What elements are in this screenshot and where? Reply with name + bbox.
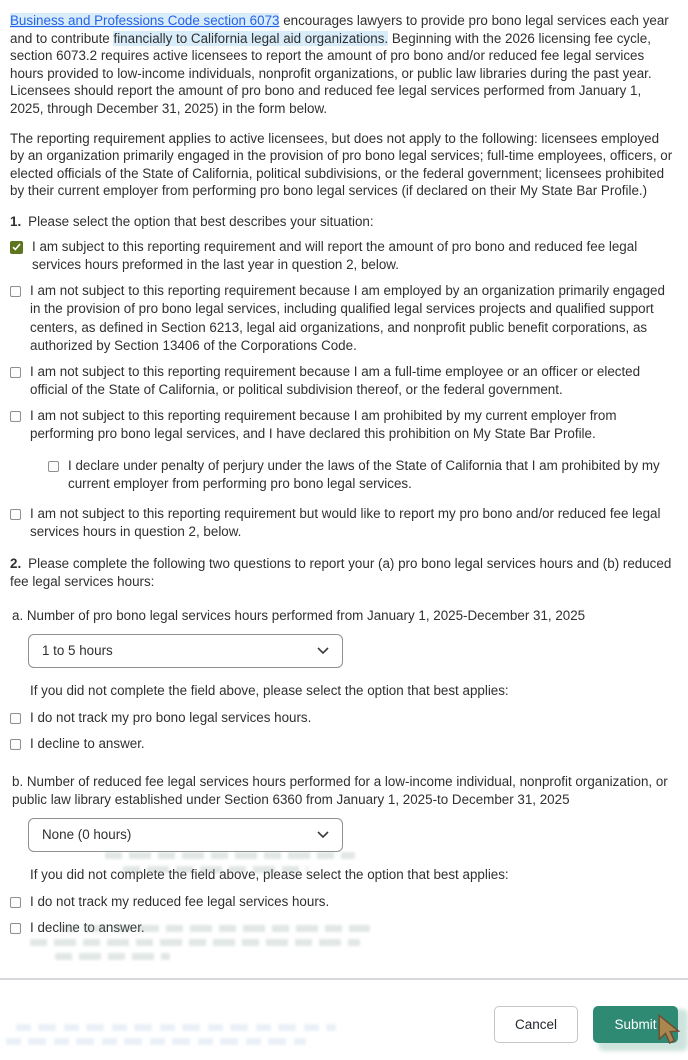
q1-option-2-checkbox[interactable] (10, 286, 21, 297)
reduced-fee-hours-select[interactable] (28, 818, 343, 852)
intro-text-rest: Beginning with the 2026 licensing fee cycle, section 6073.2 requires active licensees to report the amount of pro bono and/or reduced fee legal services hours provided to low-income individuals, nonprofit organizations, or public law libraries during the past year. Licensees should report the amount of pro bono and reduced fee legal services performed from January 1, 2025, through December 31, 2025) in the form below. (10, 30, 652, 116)
question-1-label (10, 213, 676, 231)
question-1-text: Please select the option that best describes your situation: (28, 213, 374, 229)
q1-declaration-checkbox[interactable] (48, 461, 59, 472)
q1-option-1-checkbox[interactable] (10, 241, 23, 254)
q1-option-row (10, 407, 676, 444)
q1-option-3-label: I am not subject to this reporting requirement because I am a full-time employee or an officer or elected official of the State of California, or political subdivision thereof, or the federal government. (30, 363, 641, 398)
cursor-arrow-icon (657, 1014, 682, 1045)
code-section-6073-link[interactable]: Business and Professions Code section 6073 (10, 13, 280, 28)
q1-option-1-label: I am subject to this reporting requirement and will report the amount of pro bono and reduced fee legal services hours preformed in the last year in question 2, below. (32, 238, 638, 273)
question-2-number: 2. (10, 555, 22, 571)
question-2-label (10, 555, 676, 591)
intro-paragraph-1 (10, 12, 676, 118)
q1-option-3-checkbox[interactable] (10, 367, 21, 378)
part-b-fallback-label: If you did not complete the field above, please select the option that best applies: (30, 866, 509, 882)
part-b-label: b. Number of reduced fee legal services hours performed for a low-income individual, nonprofit organization, or public law library established under Section 6360 from January 1, 2025-to December 31, 2025 (12, 773, 668, 807)
q1-option-row (10, 363, 676, 400)
chevron-down-icon (317, 831, 329, 838)
q1-option-4-checkbox[interactable] (10, 411, 21, 422)
no-track-reducedfee-checkbox[interactable] (10, 897, 21, 908)
part-b-fallback-row (10, 893, 676, 912)
reduced-fee-hours-value: None (0 hours) (42, 827, 132, 843)
no-track-probono-label: I do not track my pro bono legal services hours. (30, 709, 312, 725)
q1-option-row (10, 282, 676, 356)
ghost-text-artifact (6, 1024, 336, 1052)
q1-declaration-row (48, 457, 676, 494)
q1-option-row (10, 505, 676, 542)
part-a-fallback-row (10, 735, 676, 754)
question-2-text: Please complete the following two questions to report your (a) pro bono legal services hours and (b) reduced fee legal services hours: (10, 555, 672, 589)
highlighted-text: financially to California legal aid organizations. (113, 30, 389, 46)
part-a-label: a. Number of pro bono legal services hours performed from January 1, 2025-December 31, 2025 (12, 607, 586, 623)
pro-bono-hours-value: 1 to 5 hours (42, 643, 113, 659)
pro-bono-hours-select[interactable] (28, 634, 343, 668)
no-track-probono-checkbox[interactable] (10, 713, 21, 724)
check-icon (12, 243, 21, 251)
chevron-down-icon (317, 647, 329, 654)
decline-answer-a-label: I decline to answer. (30, 736, 145, 752)
cancel-button[interactable]: Cancel (494, 1006, 578, 1043)
question-1-number: 1. (10, 213, 22, 229)
intro-text: encourages lawyers to provide pro bono legal services each year and to contribute (10, 13, 669, 46)
q1-option-6-checkbox[interactable] (10, 509, 21, 520)
intro-paragraph-2: The reporting requirement applies to active licensees, but does not apply to the following: licensees employed by an organization primarily engaged in the provision of pro bono legal services; full-time employees, officers, or elected officials of the State of California, political subdivisions, or the federal government; licensees prohibited by their current employer from performing pro bono legal services (if declared on their My State Bar Profile.) (10, 130, 673, 199)
decline-answer-b-label: I decline to answer. (30, 920, 145, 936)
part-a-fallback-label: If you did not complete the field above, please select the option that best applies: (30, 682, 509, 698)
q1-option-6-label: I am not subject to this reporting requirement but would like to report my pro bono and/or reduced fee legal services hours in question 2, below. (30, 505, 661, 540)
q1-option-4-label: I am not subject to this reporting requirement because I am prohibited by my current employer from performing pro bono legal services, and I have declared this prohibition on My State Bar Profile. (30, 407, 617, 442)
part-b-fallback-row (10, 919, 676, 938)
q1-option-2-label: I am not subject to this reporting requirement because I am employed by an organization primarily engaged in the provision of pro bono legal services, including qualified legal services projects and qualified support centers, as defined in Section 6213, legal aid organizations, and nonprofit public benefit corporations, as authorized by Section 13406 of the Corporations Code. (30, 282, 665, 354)
q1-option-row (10, 238, 676, 275)
part-a-fallback-row (10, 709, 676, 728)
no-track-reducedfee-label: I do not track my reduced fee legal services hours. (30, 893, 330, 909)
submit-button[interactable]: Submit (593, 1006, 678, 1043)
decline-answer-b-checkbox[interactable] (10, 923, 21, 934)
footer-divider (0, 978, 688, 980)
q1-declaration-label: I declare under penalty of perjury under the laws of the State of California that I am prohibited by my current employer from performing pro bono legal services. (68, 457, 660, 492)
decline-answer-a-checkbox[interactable] (10, 739, 21, 750)
